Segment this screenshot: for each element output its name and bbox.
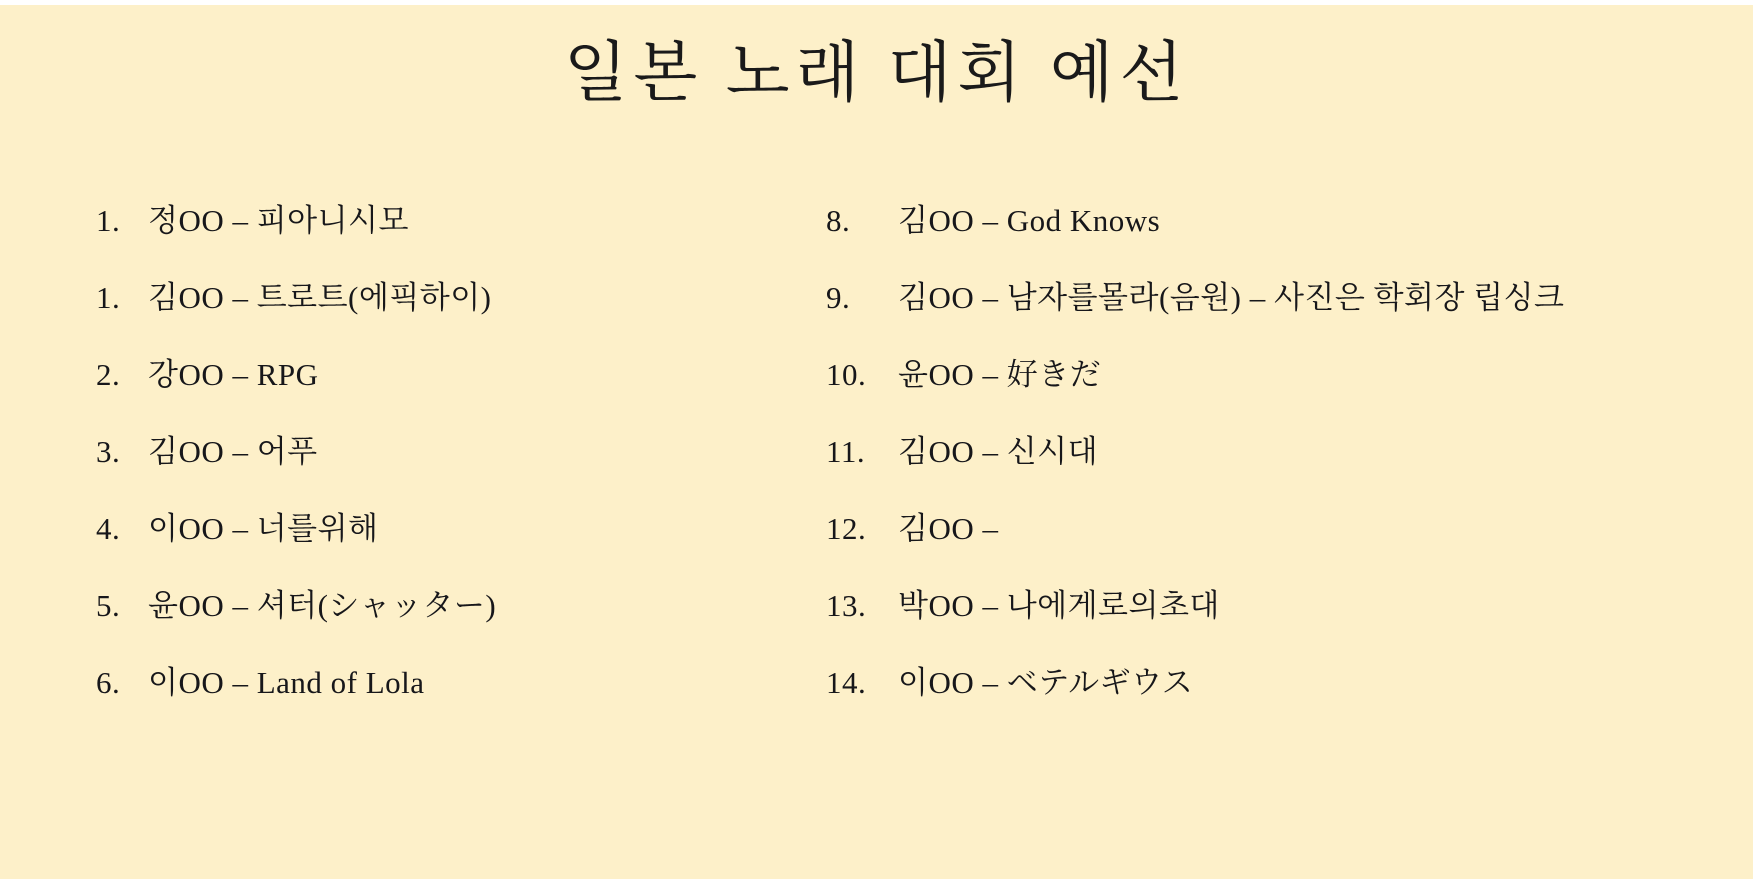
list-item bbox=[826, 426, 1746, 503]
list-item-number: 4. bbox=[96, 511, 121, 546]
list-item bbox=[826, 657, 1746, 734]
list-item-label: 강OO – RPG bbox=[148, 357, 319, 392]
list-item-number: 3. bbox=[96, 434, 121, 469]
list-item-number: 13. bbox=[826, 588, 867, 623]
list-item-label: 김OO – bbox=[898, 511, 999, 546]
list-item-number: 1. bbox=[96, 203, 121, 238]
list-item-label: 김OO – God Knows bbox=[898, 203, 1161, 238]
list-item-number: 6. bbox=[96, 665, 121, 700]
entry-columns bbox=[0, 195, 1753, 815]
list-item-number: 10. bbox=[826, 357, 867, 392]
list-item bbox=[826, 349, 1746, 426]
list-item bbox=[96, 349, 836, 426]
list-item-label: 윤OO – 셔터(シャッター) bbox=[148, 588, 497, 623]
list-item-label: 김OO – 신시대 bbox=[898, 434, 1099, 469]
list-item bbox=[96, 580, 836, 657]
list-item bbox=[826, 503, 1746, 580]
list-item-label: 김OO – 트로트(에픽하이) bbox=[148, 280, 492, 315]
list-item-label: 정OO – 피아니시모 bbox=[148, 203, 409, 238]
page-title: 일본 노래 대회 예선 bbox=[563, 37, 1190, 110]
list-item-number: 11. bbox=[826, 434, 866, 469]
list-item bbox=[826, 272, 1746, 349]
list-item-label: 이OO – 너를위해 bbox=[148, 511, 379, 546]
list-item-label: 윤OO – 好きだ bbox=[898, 357, 1102, 392]
list-item-number: 1. bbox=[96, 280, 121, 315]
list-item bbox=[96, 195, 836, 272]
list-item-number: 14. bbox=[826, 665, 867, 700]
list-item-label: 김OO – 어푸 bbox=[148, 434, 318, 469]
list-item-number: 5. bbox=[96, 588, 121, 623]
list-item-number: 9. bbox=[826, 280, 851, 315]
list-item-number: 12. bbox=[826, 511, 867, 546]
list-item-label: 박OO – 나에게로의초대 bbox=[898, 588, 1220, 623]
list-item bbox=[826, 195, 1746, 272]
list-item-number: 8. bbox=[826, 203, 851, 238]
list-item-label: 이OO – ベテルギウス bbox=[898, 665, 1194, 700]
list-item bbox=[96, 503, 836, 580]
list-item bbox=[96, 272, 836, 349]
list-item-label: 이OO – Land of Lola bbox=[148, 665, 425, 700]
list-item-label: 김OO – 남자를몰라(음원) – 사진은 학회장 립싱크 bbox=[898, 280, 1565, 315]
right-column bbox=[826, 195, 1746, 734]
list-item bbox=[826, 580, 1746, 657]
list-item bbox=[96, 657, 836, 734]
list-item bbox=[96, 426, 836, 503]
list-item-number: 2. bbox=[96, 357, 121, 392]
left-column bbox=[96, 195, 836, 734]
